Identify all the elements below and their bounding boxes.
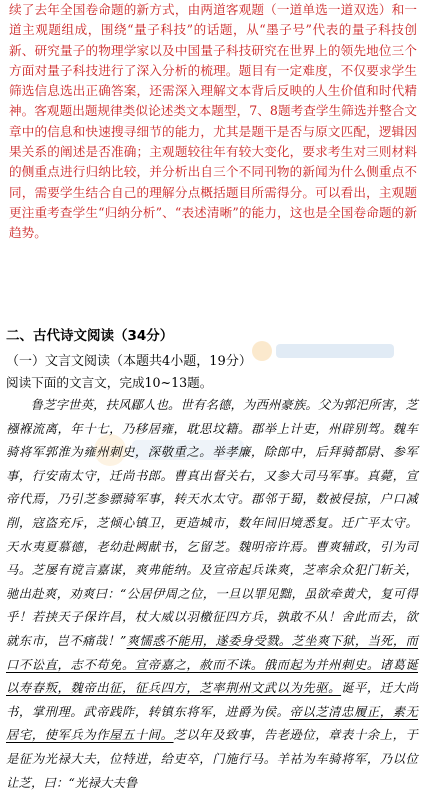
watermark-logo bbox=[250, 338, 400, 364]
commentary-block bbox=[9, 0, 417, 244]
underlined-sentence-2: 帝以芝清忠履正，素无居宅，使军兵为作屋五十间。 bbox=[6, 704, 418, 743]
subsection-title: （一）文言文阅读（本题共4小题，19分） bbox=[6, 354, 252, 369]
section-title: 二、古代诗文阅读（34分） bbox=[6, 328, 174, 344]
passage-text-3: 芝以年及致事，告老逊位，章表十余上，于是征为光禄大夫，位特进，给吏卒，门施行马。羊祜为车骑将军，乃以位让芝，曰：“光禄大夫鲁 bbox=[6, 728, 418, 790]
classical-passage bbox=[6, 394, 418, 795]
underlined-sentence-1: 爽懦惑不能用，遂委身受戮。芝坐爽下狱，当死，而口不讼直，志不苟免。宣帝嘉之，赦而不诛。俄而起为并州刺史。诸葛诞以寿春叛，魏帝出征，征兵四方，芝率荆州文武以为先驱。 bbox=[6, 633, 418, 696]
commentary-paragraph: 续了去年全国卷命题的新方式，由两道客观题（一道单选一道双选）和一道主观题组成，围绕“量子科技”的话题，从“墨子号”代表的量子科技创新、研究量子的物理学家以及中国量子科技研究在世界上的领先地位三个方面对量子科技进行了深入分析的梳理。题目有一定难度，不仅要求学生筛选信息选出正确答案，还需深入理解文本背后反映的人生价值和时代精神。客观题出题规律类似论述类文本题型，7、8题考查学生筛选并整合文章中的信息和快速搜寻细节的能力，尤其是题干是否与原文匹配，逻辑因果关系的阐述是否准确；主观题较往年有较大变化，要求考生对三则材料的侧重点进行归纳比较，并分析出自三个不同刊物的新闻为什么侧重点不同，需要学生结合自己的理解分点概括题目所需得分。可以看出，主观题更注重考查学生“归纳分析”、“表述清晰”的能力，这也是全国卷命题的新趋势。 bbox=[9, 2, 417, 241]
passage-paragraph bbox=[6, 394, 418, 795]
passage-text-2: 诞平，迁大尚书，掌刑理。武帝践阼，转镇东将军，进爵为侯。 bbox=[6, 681, 419, 719]
passage-text: 鲁芝字世英，扶风郿人也。世有名德，为西州豪族。父为郭汜所害，芝襁褓流离，年十七，乃移居雍，耽思坟籍。郡举上计吏，州辟别驾。魏车骑将军郭淮为雍州刺史，深敬重之。举孝廉，除郎中，后拜骑都尉、参军事，行安南太守，迁尚书郎。曹真出督关右，又参大司马军事。真薨，宣帝代焉，乃引芝参骠骑军事，转天水太守。郡邻于蜀，数被侵掠，户口减削，寇盗充斥，芝倾心镇卫，更造城市，数年间旧境悉复。迁广平太守。天水夷夏慕德，老幼赴阙献书，乞留芝。魏明帝许焉。曹爽辅政，引为司马。芝屡有谠言嘉谋，爽弗能纳。及宣帝起兵诛爽，芝率余众犯门斩关，驰出赴爽，劝爽曰：“公居伊周之位，一旦以罪见黜，虽欲牵黄犬，复可得乎！若挟天子保许昌，杖大威以羽檄征四方兵，孰敢不从！舍此而去，欲就东市，岂不痛哉！” bbox=[6, 398, 418, 648]
instruction-text: 阅读下面的文言文，完成10~13题。 bbox=[6, 375, 213, 390]
